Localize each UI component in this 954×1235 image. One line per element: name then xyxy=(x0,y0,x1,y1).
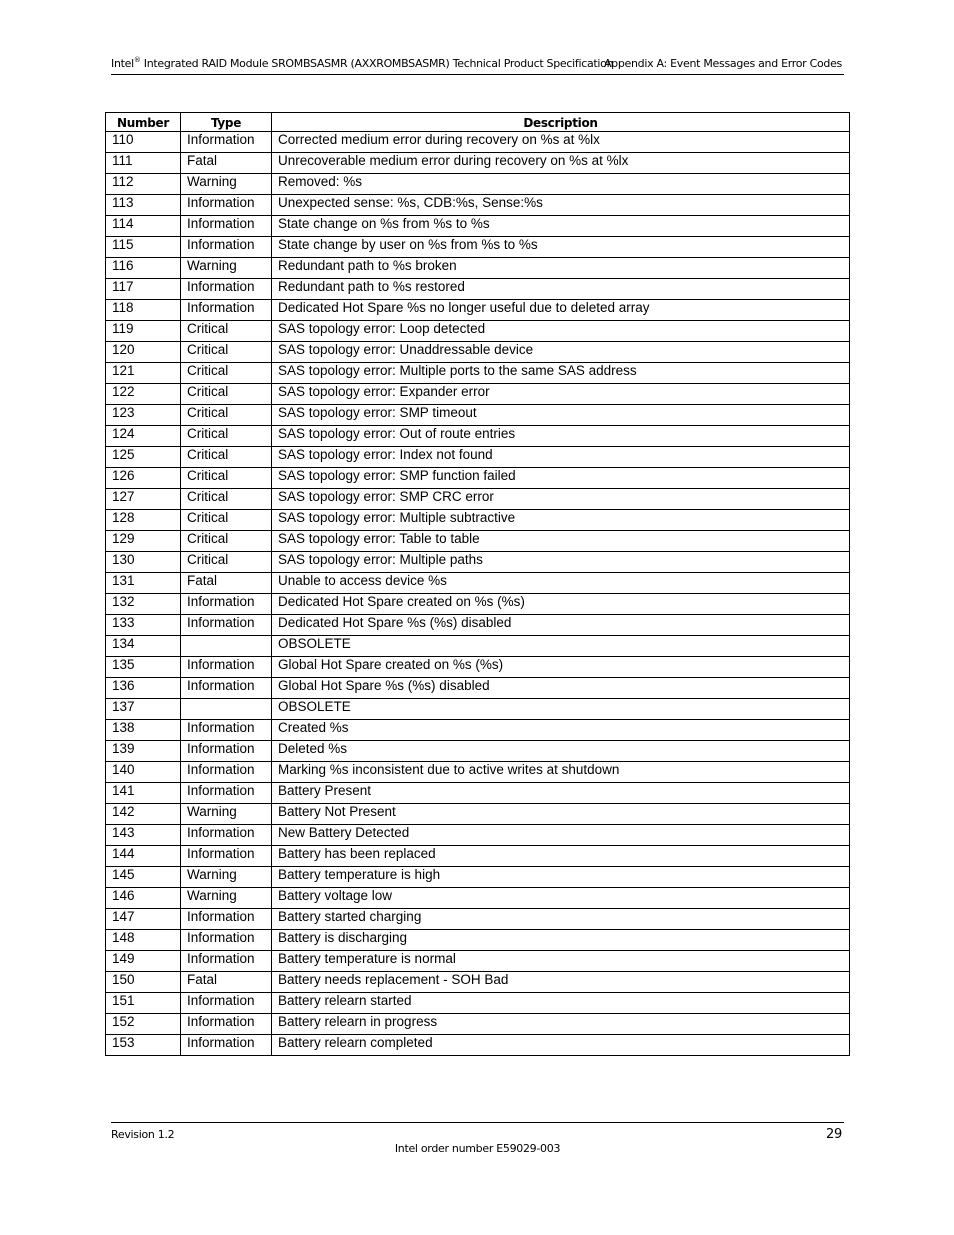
table-row xyxy=(106,1014,850,1035)
event-number-cell: 128 xyxy=(106,510,181,531)
table-row xyxy=(106,1035,850,1056)
event-number-cell: 150 xyxy=(106,972,181,993)
table-row xyxy=(106,804,850,825)
event-type-cell: Fatal xyxy=(181,972,272,993)
event-type-cell: Information xyxy=(181,216,272,237)
event-description-cell: State change on %s from %s to %s xyxy=(272,216,850,237)
table-row xyxy=(106,930,850,951)
table-row xyxy=(106,951,850,972)
event-type-cell xyxy=(181,636,272,657)
table-row xyxy=(106,636,850,657)
event-description-cell: Created %s xyxy=(272,720,850,741)
event-type-cell: Information xyxy=(181,237,272,258)
table-row xyxy=(106,888,850,909)
event-description-cell: SAS topology error: Multiple ports to the same SAS address xyxy=(272,363,850,384)
event-description-cell: SAS topology error: SMP function failed xyxy=(272,468,850,489)
table-row xyxy=(106,489,850,510)
event-number-cell: 115 xyxy=(106,237,181,258)
event-description-cell: Deleted %s xyxy=(272,741,850,762)
table-row xyxy=(106,762,850,783)
event-type-cell: Information xyxy=(181,909,272,930)
event-description-cell: Battery Present xyxy=(272,783,850,804)
table-row xyxy=(106,321,850,342)
event-number-cell: 151 xyxy=(106,993,181,1014)
table-row xyxy=(106,279,850,300)
table-row xyxy=(106,510,850,531)
table-row xyxy=(106,363,850,384)
table-row xyxy=(106,573,850,594)
event-number-cell: 143 xyxy=(106,825,181,846)
event-number-cell: 124 xyxy=(106,426,181,447)
event-number-cell: 111 xyxy=(106,153,181,174)
event-description-cell: SAS topology error: Multiple subtractive xyxy=(272,510,850,531)
event-description-cell: Battery relearn started xyxy=(272,993,850,1014)
table-row xyxy=(106,132,850,153)
table-row xyxy=(106,531,850,552)
event-type-cell: Critical xyxy=(181,363,272,384)
event-number-cell: 153 xyxy=(106,1035,181,1056)
table-row xyxy=(106,216,850,237)
event-type-cell: Fatal xyxy=(181,153,272,174)
column-header-description: Description xyxy=(272,113,850,132)
event-type-cell: Warning xyxy=(181,867,272,888)
event-type-cell: Information xyxy=(181,741,272,762)
event-type-cell: Critical xyxy=(181,321,272,342)
table-row xyxy=(106,699,850,720)
event-number-cell: 125 xyxy=(106,447,181,468)
event-description-cell: Battery is discharging xyxy=(272,930,850,951)
event-type-cell: Information xyxy=(181,720,272,741)
event-type-cell: Critical xyxy=(181,342,272,363)
event-description-cell: Battery relearn in progress xyxy=(272,1014,850,1035)
event-description-cell: SAS topology error: Loop detected xyxy=(272,321,850,342)
event-number-cell: 152 xyxy=(106,1014,181,1035)
event-number-cell: 136 xyxy=(106,678,181,699)
event-description-cell: Unable to access device %s xyxy=(272,573,850,594)
table-row xyxy=(106,468,850,489)
event-number-cell: 127 xyxy=(106,489,181,510)
registered-mark: ® xyxy=(133,56,141,64)
event-description-cell: Unrecoverable medium error during recovery on %s at %lx xyxy=(272,153,850,174)
event-type-cell: Information xyxy=(181,993,272,1014)
table-row xyxy=(106,447,850,468)
table-row xyxy=(106,825,850,846)
document-title-brand: Intel xyxy=(111,57,134,70)
event-type-cell: Information xyxy=(181,1035,272,1056)
page-header xyxy=(111,56,844,75)
event-number-cell: 138 xyxy=(106,720,181,741)
table-row xyxy=(106,594,850,615)
event-type-cell: Critical xyxy=(181,405,272,426)
event-description-cell: SAS topology error: Table to table xyxy=(272,531,850,552)
event-description-cell: Redundant path to %s restored xyxy=(272,279,850,300)
event-type-cell: Warning xyxy=(181,174,272,195)
event-type-cell: Critical xyxy=(181,447,272,468)
table-row xyxy=(106,741,850,762)
event-type-cell: Information xyxy=(181,762,272,783)
table-body xyxy=(106,132,850,1056)
event-description-cell: Battery has been replaced xyxy=(272,846,850,867)
event-number-cell: 145 xyxy=(106,867,181,888)
table-row xyxy=(106,720,850,741)
event-description-cell: Global Hot Spare %s (%s) disabled xyxy=(272,678,850,699)
table-row xyxy=(106,867,850,888)
event-number-cell: 112 xyxy=(106,174,181,195)
event-number-cell: 132 xyxy=(106,594,181,615)
event-type-cell: Critical xyxy=(181,531,272,552)
event-number-cell: 141 xyxy=(106,783,181,804)
event-description-cell: Battery needs replacement - SOH Bad xyxy=(272,972,850,993)
event-number-cell: 142 xyxy=(106,804,181,825)
event-description-cell: Dedicated Hot Spare %s (%s) disabled xyxy=(272,615,850,636)
table-row xyxy=(106,972,850,993)
event-type-cell: Warning xyxy=(181,258,272,279)
event-description-cell: SAS topology error: Expander error xyxy=(272,384,850,405)
event-number-cell: 133 xyxy=(106,615,181,636)
event-description-cell: Battery started charging xyxy=(272,909,850,930)
event-description-cell: SAS topology error: Out of route entries xyxy=(272,426,850,447)
event-type-cell: Information xyxy=(181,783,272,804)
event-type-cell: Information xyxy=(181,930,272,951)
table-row xyxy=(106,678,850,699)
event-type-cell: Information xyxy=(181,300,272,321)
event-description-cell: SAS topology error: Unaddressable device xyxy=(272,342,850,363)
event-number-cell: 130 xyxy=(106,552,181,573)
event-number-cell: 120 xyxy=(106,342,181,363)
section-title: Appendix A: Event Messages and Error Codes xyxy=(603,57,842,70)
event-number-cell: 135 xyxy=(106,657,181,678)
event-description-cell: Battery Not Present xyxy=(272,804,850,825)
event-description-cell: SAS topology error: SMP CRC error xyxy=(272,489,850,510)
event-number-cell: 119 xyxy=(106,321,181,342)
event-description-cell: Battery temperature is normal xyxy=(272,951,850,972)
event-messages-table xyxy=(105,112,850,1056)
table-row xyxy=(106,615,850,636)
event-type-cell: Information xyxy=(181,615,272,636)
event-number-cell: 144 xyxy=(106,846,181,867)
event-number-cell: 140 xyxy=(106,762,181,783)
table-header-row xyxy=(106,113,850,132)
event-description-cell: Corrected medium error during recovery on %s at %lx xyxy=(272,132,850,153)
event-type-cell: Fatal xyxy=(181,573,272,594)
event-description-cell: Unexpected sense: %s, CDB:%s, Sense:%s xyxy=(272,195,850,216)
column-header-number: Number xyxy=(106,113,181,132)
table-row xyxy=(106,237,850,258)
event-number-cell: 114 xyxy=(106,216,181,237)
event-number-cell: 118 xyxy=(106,300,181,321)
event-number-cell: 121 xyxy=(106,363,181,384)
column-header-type: Type xyxy=(181,113,272,132)
event-type-cell: Critical xyxy=(181,552,272,573)
event-type-cell: Critical xyxy=(181,510,272,531)
event-number-cell: 110 xyxy=(106,132,181,153)
event-number-cell: 147 xyxy=(106,909,181,930)
table-row xyxy=(106,195,850,216)
table-row xyxy=(106,846,850,867)
event-type-cell: Information xyxy=(181,657,272,678)
event-number-cell: 149 xyxy=(106,951,181,972)
event-description-cell: Redundant path to %s broken xyxy=(272,258,850,279)
document-title xyxy=(111,57,613,70)
table-row xyxy=(106,552,850,573)
event-number-cell: 123 xyxy=(106,405,181,426)
table-row xyxy=(106,909,850,930)
page-footer xyxy=(111,1122,844,1155)
event-type-cell: Information xyxy=(181,195,272,216)
event-description-cell: Marking %s inconsistent due to active writes at shutdown xyxy=(272,762,850,783)
order-number: Intel order number E59029-003 xyxy=(394,1142,561,1155)
table-row xyxy=(106,384,850,405)
event-number-cell: 137 xyxy=(106,699,181,720)
table-row xyxy=(106,426,850,447)
table-row xyxy=(106,153,850,174)
event-description-cell: SAS topology error: Multiple paths xyxy=(272,552,850,573)
event-number-cell: 117 xyxy=(106,279,181,300)
table-row xyxy=(106,657,850,678)
page-number: 29 xyxy=(826,1127,842,1142)
table-row xyxy=(106,258,850,279)
event-type-cell: Critical xyxy=(181,468,272,489)
event-type-cell: Information xyxy=(181,132,272,153)
event-description-cell: Dedicated Hot Spare created on %s (%s) xyxy=(272,594,850,615)
event-description-cell: Battery temperature is high xyxy=(272,867,850,888)
table-row xyxy=(106,300,850,321)
event-description-cell: OBSOLETE xyxy=(272,636,850,657)
event-type-cell: Information xyxy=(181,678,272,699)
event-type-cell: Information xyxy=(181,1014,272,1035)
revision-label: Revision 1.2 xyxy=(111,1128,175,1141)
event-description-cell: State change by user on %s from %s to %s xyxy=(272,237,850,258)
event-number-cell: 129 xyxy=(106,531,181,552)
table-row xyxy=(106,405,850,426)
event-description-cell: Removed: %s xyxy=(272,174,850,195)
event-type-cell: Critical xyxy=(181,384,272,405)
event-type-cell: Information xyxy=(181,279,272,300)
event-description-cell: Battery voltage low xyxy=(272,888,850,909)
event-description-cell: New Battery Detected xyxy=(272,825,850,846)
event-type-cell: Critical xyxy=(181,426,272,447)
event-number-cell: 148 xyxy=(106,930,181,951)
event-number-cell: 113 xyxy=(106,195,181,216)
table-row xyxy=(106,783,850,804)
event-number-cell: 131 xyxy=(106,573,181,594)
event-type-cell: Information xyxy=(181,951,272,972)
event-type-cell: Information xyxy=(181,846,272,867)
table-row xyxy=(106,993,850,1014)
event-type-cell: Information xyxy=(181,825,272,846)
event-number-cell: 146 xyxy=(106,888,181,909)
event-description-cell: OBSOLETE xyxy=(272,699,850,720)
event-type-cell xyxy=(181,699,272,720)
event-number-cell: 116 xyxy=(106,258,181,279)
event-type-cell: Information xyxy=(181,594,272,615)
event-number-cell: 139 xyxy=(106,741,181,762)
table-row xyxy=(106,342,850,363)
event-type-cell: Critical xyxy=(181,489,272,510)
event-type-cell: Warning xyxy=(181,888,272,909)
table-row xyxy=(106,174,850,195)
event-description-cell: Dedicated Hot Spare %s no longer useful due to deleted array xyxy=(272,300,850,321)
event-description-cell: SAS topology error: Index not found xyxy=(272,447,850,468)
event-description-cell: Battery relearn completed xyxy=(272,1035,850,1056)
document-title-rest: Integrated RAID Module SROMBSASMR (AXXROMBSASMR) Technical Product Specification xyxy=(140,57,614,70)
event-number-cell: 134 xyxy=(106,636,181,657)
event-type-cell: Warning xyxy=(181,804,272,825)
event-description-cell: SAS topology error: SMP timeout xyxy=(272,405,850,426)
event-description-cell: Global Hot Spare created on %s (%s) xyxy=(272,657,850,678)
event-number-cell: 122 xyxy=(106,384,181,405)
event-number-cell: 126 xyxy=(106,468,181,489)
